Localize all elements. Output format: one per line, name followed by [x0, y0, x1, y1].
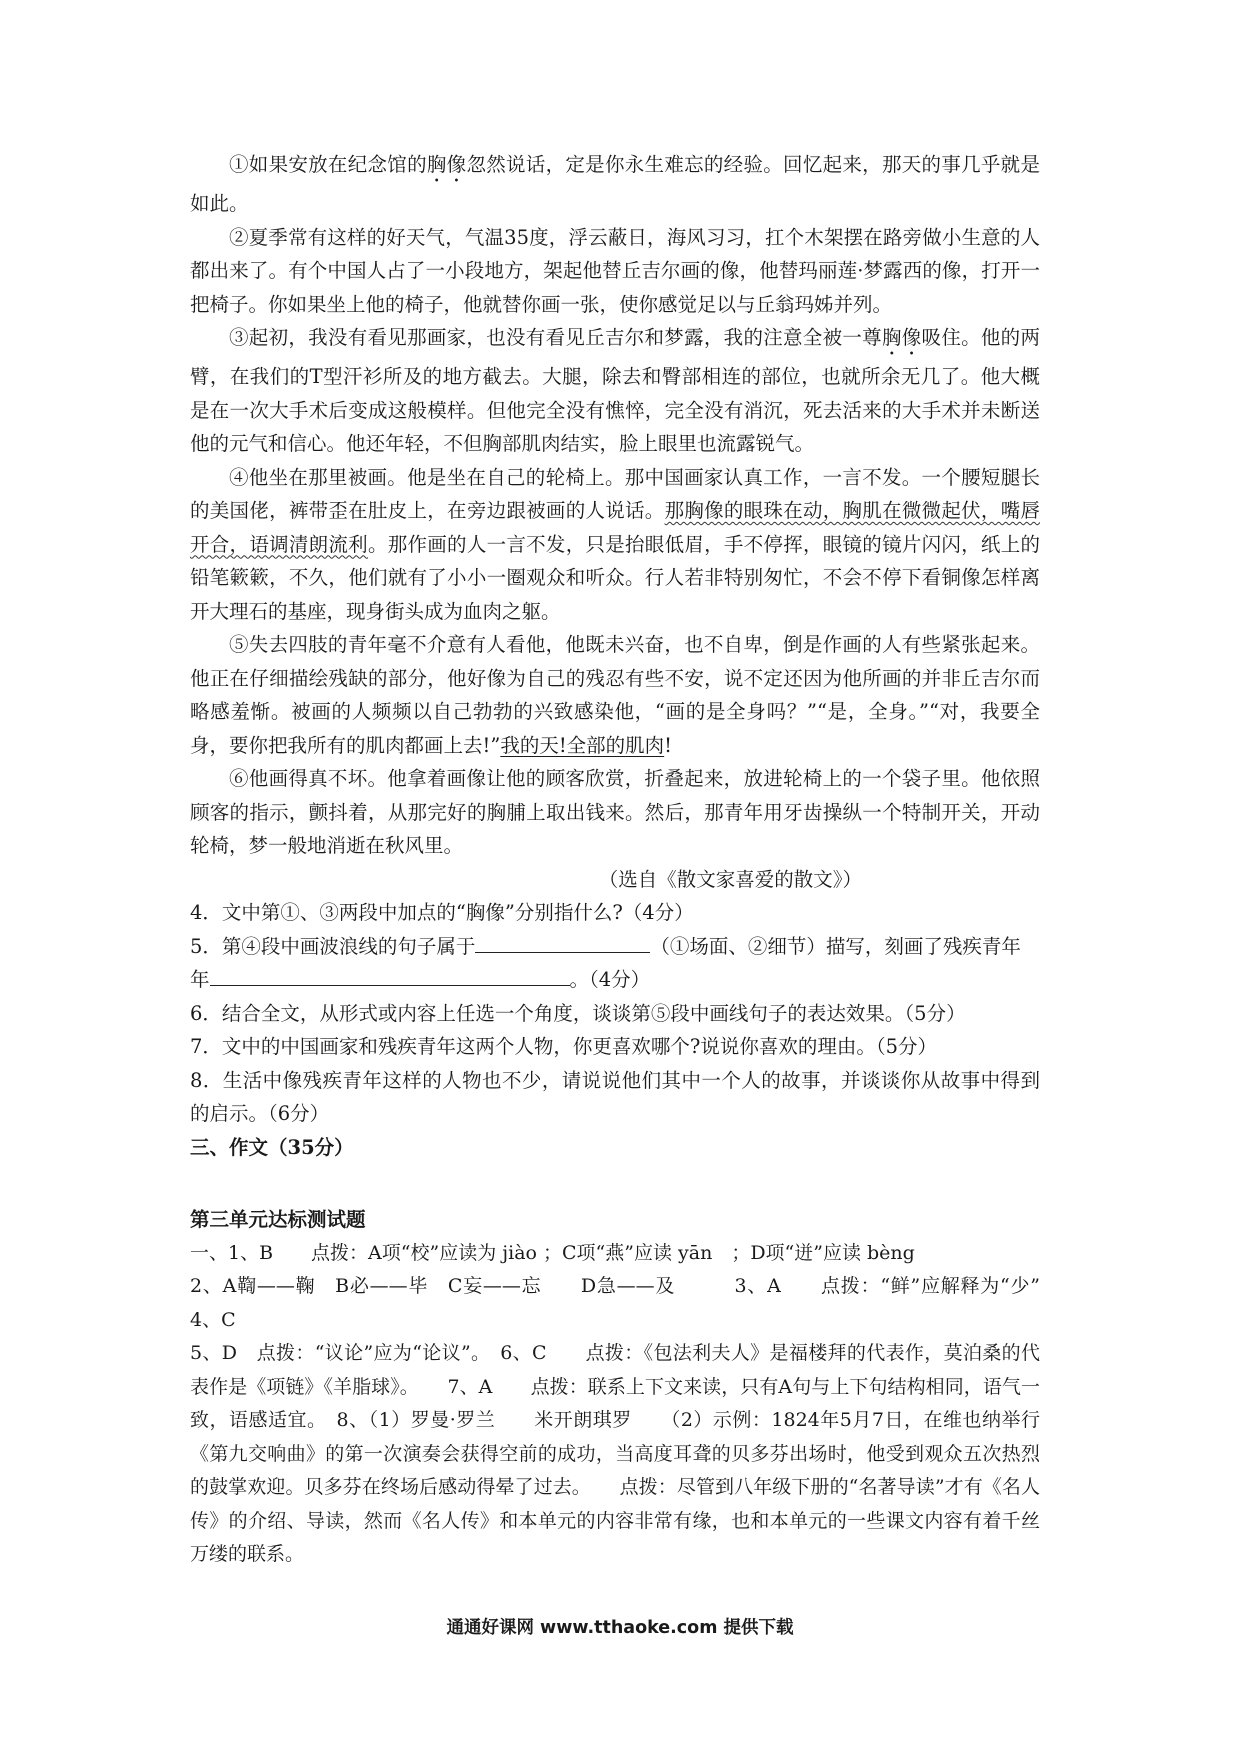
answer-blank-1[interactable]	[475, 932, 650, 953]
paragraph-6: ⑥他画得真不坏。他拿着画像让他的顾客欣赏，折叠起来，放进轮椅上的一个袋子里。他依照顾客的指示，颤抖着，从那完好的胸脯上取出钱来。然后，那青年用牙齿操纵一个特制开关，开动轮椅，梦一般地消逝在秋风里。	[190, 767, 1040, 857]
answer-blank-prefix: 年	[190, 968, 210, 991]
paragraph-3: ③起初，我没有看见那画家，也没有看见丘吉尔和梦露，我的注意全被一尊胸像吸住。他的两臂，在我们的T型汗衫所及的地方截去。大腿，除去和臀部相连的部位，也就所余无几了。他大概是在一次大手术后变成这般模样。但他完全没有憔悴，完全没有消沉，死去活来的大手术并未断送他的元气和信心。他还年轻，不但胸部肌肉结实，脸上眼里也流露锐气。	[190, 326, 1040, 455]
answer-line-1: 一、1、B 点拨：A项“校”应读为 jiào ；C项“燕”应读 yān ；D项“迸”应读 bèng	[190, 1241, 915, 1264]
answer-key-title: 第三单元达标测试题	[190, 1208, 366, 1231]
source-citation: （选自《散文家喜爱的散文》）	[598, 867, 862, 891]
paragraph-5: ⑤失去四肢的青年毫不介意有人看他，他既未兴奋，也不自卑，倒是作画的人有些紧张起来。他正在仔细描绘残缺的部分，他好像为自己的残忍有些不安，说不定还因为他所画的并非丘吉尔而略感羞惭。被画的人频频以自己勃勃的兴致感染他，“画的是全身吗？”“是，全身。”“对，我要全身，要你把我所有的肌肉都画上去!”我的天!全部的肌肉!	[190, 633, 1040, 757]
question-6: 6．结合全文，从形式或内容上任选一个角度，谈谈第⑤段中画线句子的表达效果。（5分）	[190, 1001, 966, 1025]
answer-key	[190, 1203, 1079, 1572]
underlined-sentence: 我的天!全部的肌肉	[500, 733, 665, 757]
page-footer: 通通好课网 www.tthaoke.com 提供下载	[446, 1618, 794, 1638]
question-5: 5．第④段中画波浪线的句子属于 （①场面、②细节）描写，刻画了残疾青年 年 。（4分）	[190, 930, 1040, 997]
question-8: 8．生活中像残疾青年这样的人物也不少，请说说他们其中一个人的故事，并谈谈你从故事中得到的启示。（6分）	[190, 1068, 1040, 1125]
dotted-word: 胸像	[426, 153, 467, 176]
question-4: 4．文中第①、③两段中加点的“胸像”分别指什么?（4分）	[190, 901, 694, 924]
paragraph-1: ①如果安放在纪念馆的胸像忽然说话，定是你永生难忘的经验。回忆起来，那天的事几乎就是如此。	[190, 153, 1040, 215]
article-body	[190, 148, 1040, 1164]
answer-line-5: 5、D 点拨：“议论”应为“论议”。 6、C 点拨：《包法利夫人》是福楼拜的代表作，莫泊桑的代表作是《项链》《羊脂球》。 7、A 点拨：联系上下文来读，只有A句与上下句结构相同，语气一致，语感适宜。 8、（1）罗曼·罗兰 米开朗琪罗 （2）示例：1824年5月7日，在维也纳举行《第九交响曲》的第一次演奏会获得空前的成功，当高度耳聋的贝多芬出场时，他受到观众五次热烈的鼓掌欢迎。贝多芬在终场后感动得晕了过去。 点拨：尽管到八年级下册的“名著导读”才有《名人传》的介绍、导读，然而《名人传》和本单元的内容非常有缘，也和本单元的一些课文内容有着千丝万缕的联系。	[190, 1342, 1040, 1565]
paragraph-4: ④他坐在那里被画。他是坐在自己的轮椅上。那中国画家认真工作，一言不发。一个腰短腿长的美国佬，裤带歪在肚皮上，在旁边跟被画的人说话。那胸像的眼珠在动，胸肌在微微起伏，嘴唇开合，语调清朗流利。那作画的人一言不发，只是抬眼低眉，手不停挥，眼镜的镜片闪闪，纸上的铅笔簌簌，不久，他们就有了小小一圈观众和听众。行人若非特别匆忙，不会不停下看铜像怎样离开大理石的基座，现身街头成为血肉之躯。	[190, 465, 1040, 623]
paragraph-2: ②夏季常有这样的好天气，气温35度，浮云蔽日，海风习习，扛个木架摆在路旁做小生意的人都出来了。有个中国人占了一小段地方，架起他替丘吉尔画的像，他替玛丽莲·梦露西的像，打开一把椅子。你如果坐上他的椅子，他就替你画一张，使你感觉足以与丘翁玛姊并列。	[190, 225, 1040, 316]
wavy-underlined-sentence: 那胸像的眼珠在动，胸肌在微微起伏，嘴唇开合，语调清朗流利	[190, 499, 1040, 556]
answer-line-2: 2、A鞫——鞠 B必——毕 C妄——忘 D急——及 3、A 点拨：“鲜”应解释为“少” 4、C	[190, 1275, 1079, 1331]
section-heading-composition: 三、作文（35分）	[190, 1135, 354, 1159]
answer-blank-2[interactable]	[210, 965, 570, 986]
question-7: 7．文中的中国画家和残疾青年这两个人物，你更喜欢哪个?说说你喜欢的理由。（5分）	[190, 1035, 938, 1058]
dotted-word: 胸像	[881, 326, 922, 349]
